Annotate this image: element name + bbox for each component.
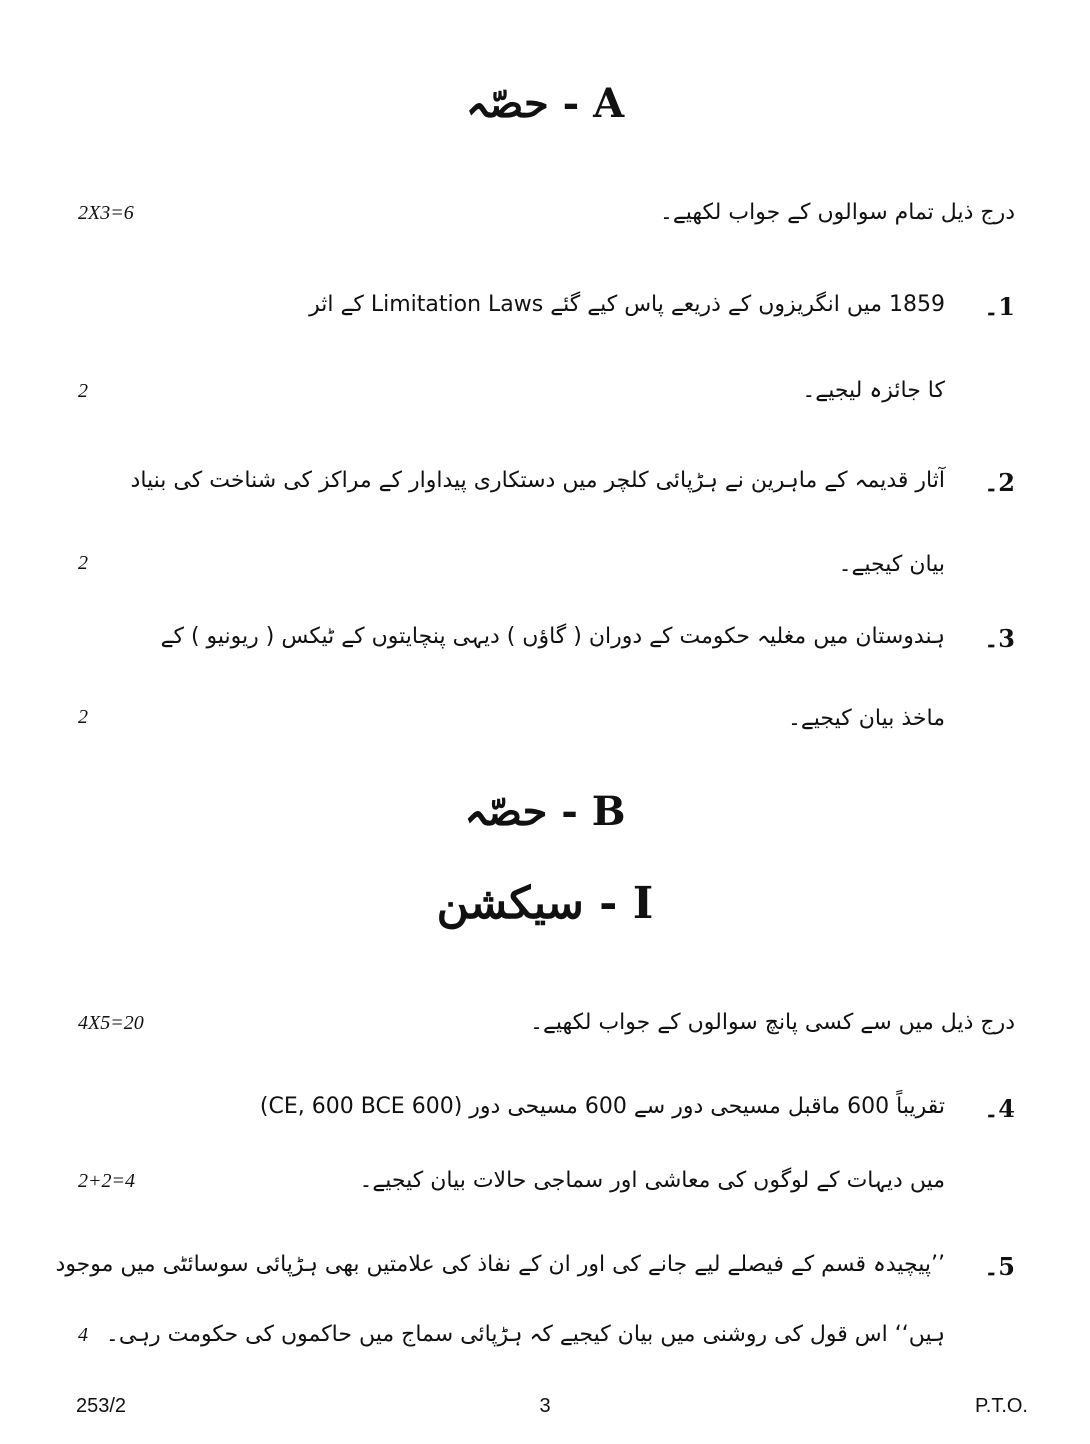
part-b-heading: حصّہ - B: [464, 788, 626, 835]
question-4-line-2: میں دیہات کے لوگوں کی معاشی اور سماجی حالات بیان کیجیے۔: [359, 1168, 945, 1193]
question-1-number: 1۔: [984, 292, 1015, 321]
question-5-marks: 4: [78, 1324, 88, 1346]
question-4-line-1: تقریباً 600 ماقبل مسیحی دور سے 600 مسیحی دور (600 CE, 600 BCE): [259, 1094, 945, 1119]
question-2-line-2: بیان کیجیے۔: [838, 552, 945, 577]
pto-label: P.T.O.: [975, 1395, 1028, 1417]
question-5-line-1: ’’پیچیدہ قسم کے فیصلے لیے جانے کی اور ان کے نفاذ کی علامتیں بھی ہڑپائی سوسائٹی میں موجود: [55, 1252, 945, 1277]
part-a-marks: 2X3=6: [78, 202, 134, 224]
section-heading: سیکشن - I: [436, 878, 654, 929]
question-3-marks: 2: [78, 706, 88, 728]
part-b-instruction: درج ذیل میں سے کسی پانچ سوالوں کے جواب لکھیے۔: [530, 1010, 1015, 1035]
question-1-line-1: 1859 میں انگریزوں کے ذریعے پاس کیے گئے Limitation Laws کے اثر: [309, 292, 945, 317]
page-number: 3: [539, 1395, 551, 1417]
question-3-number: 3۔: [984, 624, 1015, 653]
question-2-marks: 2: [78, 552, 88, 574]
question-5-number: 5۔: [984, 1252, 1015, 1281]
question-4-number: 4۔: [984, 1094, 1015, 1123]
question-5-line-2: ہیں‘‘ اس قول کی روشنی میں بیان کیجیے کہ ہڑپائی سماج میں حاکموں کی حکومت رہی۔: [105, 1322, 945, 1347]
question-1-line-2: کا جائزہ لیجیے۔: [802, 378, 945, 403]
part-a-heading: حصّہ - A: [465, 80, 625, 127]
part-b-marks: 4X5=20: [78, 1012, 144, 1034]
question-2-number: 2۔: [984, 468, 1015, 497]
question-1-marks: 2: [78, 380, 88, 402]
question-2-line-1: آثار قدیمہ کے ماہرین نے ہڑپائی کلچر میں دستکاری پیداوار کے مراکز کی شناخت کی بنیاد: [130, 468, 945, 493]
question-3-line-2: ماخذ بیان کیجیے۔: [788, 706, 945, 731]
question-3-line-1: ہندوستان میں مغلیہ حکومت کے دوران ( گاؤں ) دیہی پنچایتوں کے ٹیکس ( ریونیو ) کے: [160, 624, 945, 649]
paper-code: 253/2: [76, 1395, 127, 1417]
question-4-marks: 2+2=4: [78, 1170, 135, 1192]
part-a-instruction: درج ذیل تمام سوالوں کے جواب لکھیے۔: [659, 200, 1015, 225]
